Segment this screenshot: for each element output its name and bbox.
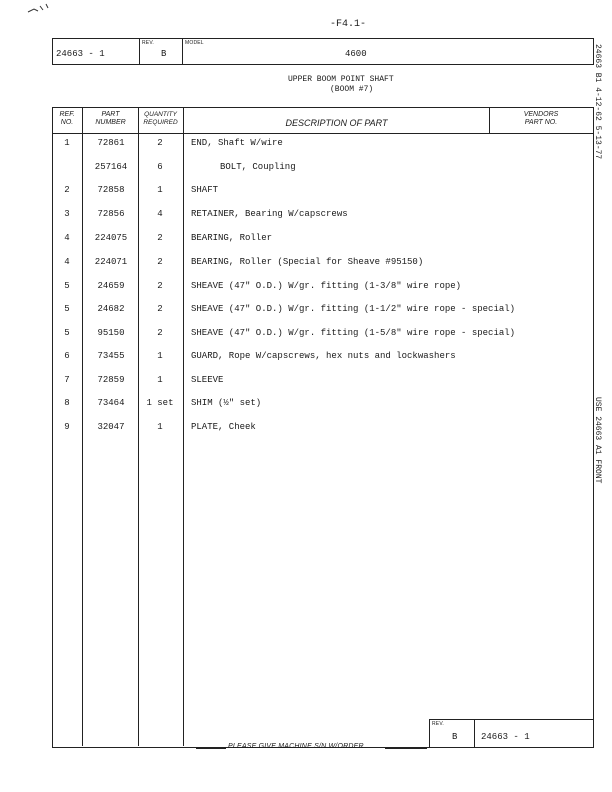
margin-note-bottom: USE 24663 A1 FRONT [593,397,602,484]
table-row [52,281,594,305]
col-header-part: PART NUMBER [95,111,126,126]
table-row [52,375,594,399]
description: SLEEVE [191,375,224,385]
table-row [52,162,594,186]
description: SHIM (½" set) [191,398,262,408]
description: SHEAVE (47" O.D.) W/gr. fitting (1-1/2" wire rope - special) [191,304,516,314]
col-header-vendors: VENDORS PART NO. [523,111,559,126]
margin-note-top: 24663 B1 4-12-62 5-13-77 [593,44,602,160]
col-header-quantity: QUANTITY REQUIRED [143,111,178,126]
quantity: 2 [157,257,163,267]
ref-no: 4 [64,257,70,267]
part-number: 24659 [97,281,125,291]
ref-no: 5 [64,328,70,338]
description: RETAINER, Bearing W/capscrews [191,209,348,219]
ref-no: 5 [64,304,70,314]
description: PLATE, Cheek [191,422,256,432]
page-reference: -F4.1- [330,19,367,30]
ref-no: 5 [64,281,70,291]
part-number: 72861 [97,138,125,148]
col-header-description: DESCRIPTION OF PART [285,118,388,128]
order-instruction: PLEASE GIVE MACHINE S/N W/ORDER [228,743,364,750]
ref-no: 8 [64,398,70,408]
table-row [52,398,594,422]
table-row [52,328,594,352]
footer-doc-number: 24663 - 1 [481,732,530,742]
footer-rev-label: REV. [432,721,445,727]
ref-no: 2 [64,185,70,195]
quantity: 2 [157,328,163,338]
ref-no: 4 [64,233,70,243]
part-number: 73464 [97,398,125,408]
table-row [52,304,594,328]
footer-rev-value: B [452,732,458,742]
table-row [52,351,594,375]
table-row [52,422,594,446]
part-number: 95150 [97,328,125,338]
quantity: 1 set [146,398,174,408]
description: GUARD, Rope W/capscrews, hex nuts and lockwashers [191,351,456,361]
table-row [52,209,594,233]
quantity: 2 [157,281,163,291]
quantity: 2 [157,233,163,243]
rev-value: B [161,49,167,59]
description: SHEAVE (47" O.D.) W/gr. fitting (1-5/8" wire rope - special) [191,328,516,338]
model-label: MODEL [185,40,204,46]
ref-no: 3 [64,209,70,219]
part-number: 224075 [94,233,128,243]
description: BOLT, Coupling [220,162,296,172]
description: BEARING, Roller (Special for Sheave #95150) [191,257,424,267]
ref-no: 9 [64,422,70,432]
part-number: 72856 [97,209,125,219]
header-box [52,38,594,65]
model-value: 4600 [345,49,367,59]
part-number: 224071 [94,257,128,267]
quantity: 1 [157,422,163,432]
table-row [52,185,594,209]
description: BEARING, Roller [191,233,273,243]
section-title: UPPER BOOM POINT SHAFT [288,75,394,84]
part-number: 24682 [97,304,125,314]
section-subtitle: (BOOM #7) [330,85,374,94]
quantity: 2 [157,138,163,148]
part-number: 257164 [94,162,128,172]
part-number: 72859 [97,375,125,385]
ref-no: 6 [64,351,70,361]
quantity: 1 [157,375,163,385]
ref-no: 1 [64,138,70,148]
quantity: 1 [157,185,163,195]
rev-label: REV. [142,40,155,46]
quantity: 6 [157,162,163,172]
table-row [52,138,594,162]
col-header-ref: REF. NO. [59,111,75,126]
doc-number: 24663 - 1 [56,49,105,59]
description: END, Shaft W/wire [191,138,283,148]
quantity: 2 [157,304,163,314]
table-row [52,233,594,257]
table-row [52,257,594,281]
ref-no: 7 [64,375,70,385]
footer-box [429,719,593,747]
description: SHAFT [191,185,219,195]
description: SHEAVE (47" O.D.) W/gr. fitting (1-3/8" wire rope) [191,281,462,291]
part-number: 72858 [97,185,125,195]
scribble-mark [26,2,56,14]
quantity: 4 [157,209,163,219]
part-number: 32047 [97,422,125,432]
part-number: 73455 [97,351,125,361]
quantity: 1 [157,351,163,361]
